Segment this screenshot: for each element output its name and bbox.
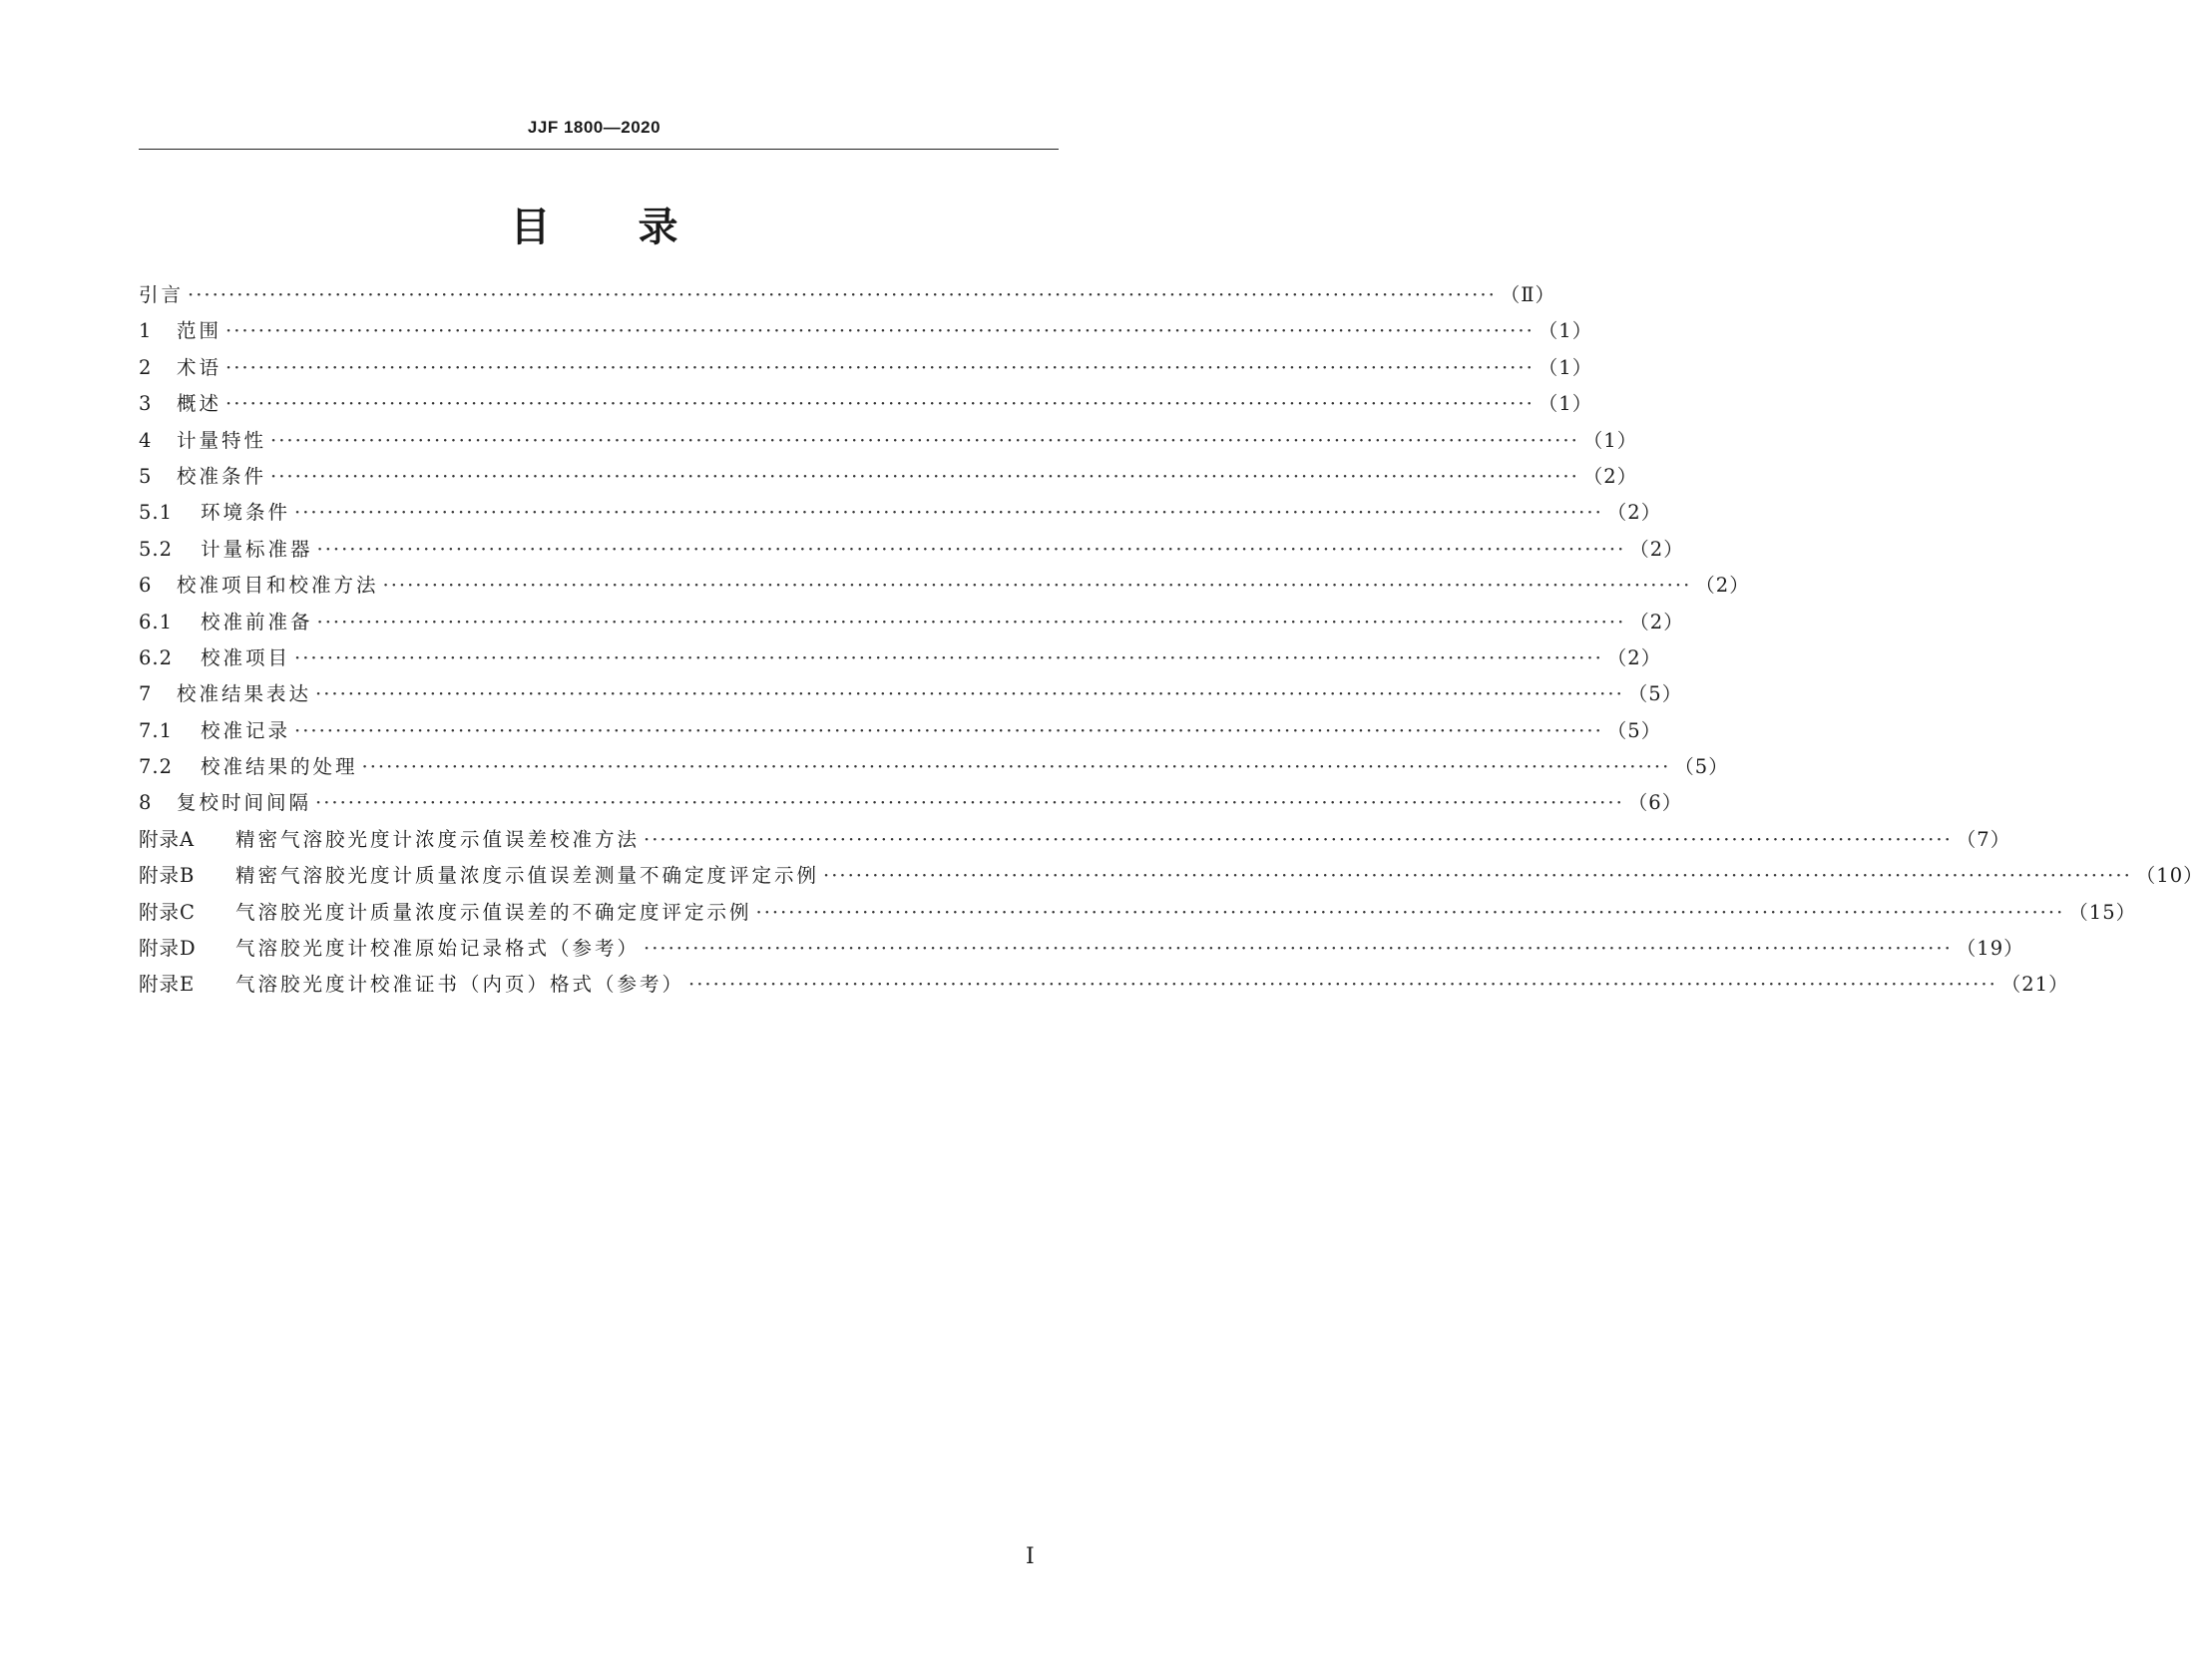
toc-entry[interactable] <box>139 605 1684 640</box>
toc-entry-number: 附录D <box>139 937 197 961</box>
toc-entry-title: 计量特性 <box>177 428 267 452</box>
toc-dot-leader: ································································································································································ <box>225 392 1535 416</box>
toc-entry-title: 范围 <box>177 319 222 343</box>
toc-dot-leader: ································································································································································ <box>361 755 1671 779</box>
toc-entry[interactable] <box>139 749 1729 785</box>
toc-entry-number: 6 <box>139 574 153 598</box>
toc-dot-leader: ································································································································································ <box>225 319 1535 343</box>
header-divider <box>139 149 1059 150</box>
toc-entry-page: （2） <box>1695 574 1750 598</box>
toc-entry-title: 计量标准器 <box>201 537 313 561</box>
toc-entry-page: （2） <box>1629 537 1684 561</box>
toc-entry-number: 1 <box>139 319 153 343</box>
toc-entry-page: （1） <box>1538 355 1593 379</box>
toc-entry-title: 引言 <box>139 283 185 306</box>
toc-entry[interactable] <box>139 386 1593 422</box>
toc-dot-leader: ································································································································································ <box>823 864 2132 888</box>
toc-dot-leader: ································································································································································ <box>316 537 1626 561</box>
toc-entry-title: 精密气溶胶光度计质量浓度示值误差测量不确定度评定示例 <box>235 864 820 888</box>
toc-dot-leader: ································································································································································ <box>270 428 1579 452</box>
toc-entry[interactable] <box>139 713 1662 749</box>
toc-entry-page: （6） <box>1627 791 1683 815</box>
toc-entry-title: 环境条件 <box>201 501 291 525</box>
toc-entry-page: （5） <box>1606 718 1662 742</box>
toc-dot-leader: ································································································································································ <box>644 827 1953 851</box>
toc-dot-leader: ································································································································································ <box>688 973 1997 997</box>
toc-entry[interactable] <box>139 459 1638 495</box>
toc-entry[interactable] <box>139 895 2137 931</box>
title-char-left: 目 <box>510 205 551 250</box>
document-code: JJF 1800—2020 <box>527 118 661 137</box>
toc-entry-page: （2） <box>1606 645 1662 669</box>
toc-entry-number: 8 <box>139 791 153 815</box>
toc-entry-page: （19） <box>1956 937 2024 961</box>
toc-entry[interactable] <box>139 277 1556 313</box>
toc-entry-page: （2） <box>1629 610 1684 633</box>
toc-entry-number: 5 <box>139 464 153 488</box>
toc-entry-page: （5） <box>1674 755 1729 779</box>
toc-entry-title: 校准记录 <box>201 718 291 742</box>
toc-entry-number: 附录C <box>139 900 196 924</box>
toc-entry-number: 附录A <box>139 827 196 851</box>
toc-entry-page: （1） <box>1582 428 1638 452</box>
toc-entry-title: 气溶胶光度计质量浓度示值误差的不确定度评定示例 <box>235 900 752 924</box>
toc-entry[interactable] <box>139 640 1662 676</box>
page-number: Ⅰ <box>1026 1544 1035 1569</box>
toc-entry-title: 气溶胶光度计校准证书（内页）格式（参考） <box>235 973 685 997</box>
toc-entry-page: （10） <box>2135 864 2204 888</box>
table-of-contents <box>139 277 2204 1004</box>
toc-entry-number: 5.2 <box>139 537 174 561</box>
toc-dot-leader: ································································································································································ <box>225 355 1535 379</box>
toc-dot-leader: ································································································································································ <box>294 501 1603 525</box>
toc-entry-page: （2） <box>1582 464 1638 488</box>
toc-dot-leader: ································································································································································ <box>294 718 1603 742</box>
toc-dot-leader: ································································································································································ <box>270 464 1579 488</box>
toc-entry[interactable] <box>139 568 1750 604</box>
toc-entry[interactable] <box>139 931 2024 967</box>
toc-entry-number: 6.2 <box>139 645 174 669</box>
toc-dot-leader: ································································································································································ <box>316 610 1626 633</box>
toc-dot-leader: ································································································································································ <box>315 682 1624 706</box>
toc-entry-number: 3 <box>139 392 153 416</box>
toc-dot-leader: ································································································································································ <box>644 937 1953 961</box>
toc-entry[interactable] <box>139 423 1638 459</box>
toc-entry-page: （1） <box>1538 319 1593 343</box>
toc-dot-leader: ································································································································································ <box>188 283 1497 306</box>
toc-entry-title: 复校时间间隔 <box>177 791 312 815</box>
toc-entry-page: （1） <box>1538 392 1593 416</box>
toc-entry-page: （Ⅱ） <box>1500 283 1556 306</box>
toc-entry[interactable] <box>139 822 2011 858</box>
toc-entry[interactable] <box>139 967 2069 1003</box>
toc-entry[interactable] <box>139 350 1593 386</box>
toc-entry-number: 附录B <box>139 864 196 888</box>
toc-entry[interactable] <box>139 313 1593 349</box>
toc-entry-title: 校准结果表达 <box>177 682 312 706</box>
toc-entry[interactable] <box>139 495 1662 531</box>
toc-entry[interactable] <box>139 785 1683 821</box>
toc-entry-number: 7.1 <box>139 718 174 742</box>
toc-entry-title: 校准项目和校准方法 <box>177 574 379 598</box>
title-char-right: 录 <box>638 205 678 250</box>
toc-entry-number: 7.2 <box>139 755 174 779</box>
toc-entry-title: 气溶胶光度计校准原始记录格式（参考） <box>235 937 641 961</box>
page-title <box>0 196 1188 252</box>
toc-entry-page: （7） <box>1956 827 2011 851</box>
toc-entry-page: （15） <box>2068 900 2137 924</box>
toc-dot-leader: ································································································································································ <box>382 574 1692 598</box>
toc-entry-number: 4 <box>139 428 153 452</box>
toc-entry-title: 校准项目 <box>201 645 291 669</box>
toc-dot-leader: ································································································································································ <box>755 900 2065 924</box>
toc-entry-number: 6.1 <box>139 610 174 633</box>
toc-entry-number: 5.1 <box>139 501 174 525</box>
toc-entry-number: 附录E <box>139 973 196 997</box>
toc-entry-title: 校准结果的处理 <box>201 755 358 779</box>
toc-entry[interactable] <box>139 676 1683 712</box>
toc-entry[interactable] <box>139 858 2204 894</box>
toc-entry-number: 7 <box>139 682 153 706</box>
toc-entry-title: 校准前准备 <box>201 610 313 633</box>
toc-entry[interactable] <box>139 532 1684 568</box>
toc-entry-page: （21） <box>2000 973 2069 997</box>
toc-entry-title: 概述 <box>177 392 222 416</box>
toc-entry-title: 术语 <box>177 355 222 379</box>
toc-entry-title: 精密气溶胶光度计浓度示值误差校准方法 <box>235 827 641 851</box>
toc-entry-number: 2 <box>139 355 153 379</box>
toc-dot-leader: ································································································································································ <box>294 645 1603 669</box>
toc-entry-page: （2） <box>1606 501 1662 525</box>
toc-entry-page: （5） <box>1627 682 1683 706</box>
toc-dot-leader: ································································································································································ <box>315 791 1624 815</box>
toc-entry-title: 校准条件 <box>177 464 267 488</box>
